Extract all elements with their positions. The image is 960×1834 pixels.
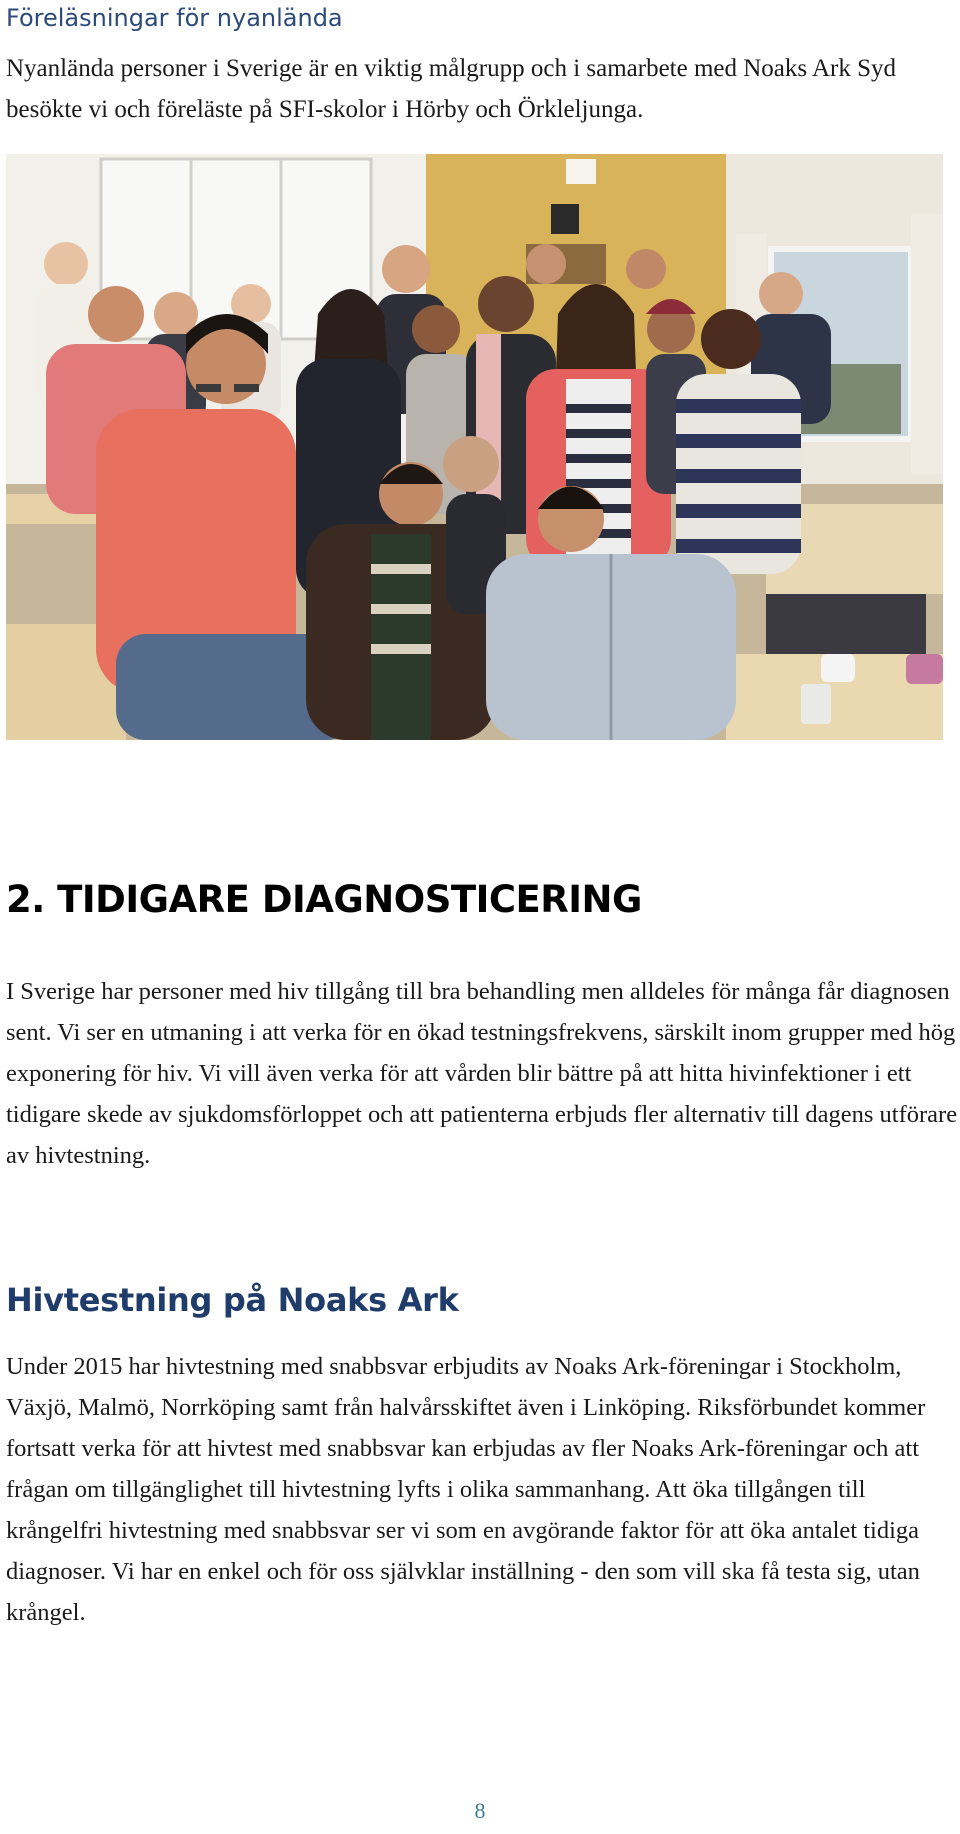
group-photo xyxy=(6,154,943,740)
subsection-title: Hivtestning på Noaks Ark xyxy=(6,1281,459,1319)
section-title: 2. TIDIGARE DIAGNOSTICERING xyxy=(6,878,642,921)
subsection-paragraph: Under 2015 har hivtestning med snabbsvar erbjudits av Noaks Ark-föreningar i Stockholm, Växjö, Malmö, Norrköping samt från halvårsskiftet även i Linköping. Riksförbundet kommer fortsatt verka för att hivtest med snabbsvar kan erbjudas av fler Noaks Ark-föreningar och att frågan om tillgänglighet till hivtestning lyfts i olika sammanhang. Att öka tillgången till krångelfri hivtestning med snabbsvar ser vi som en avgörande faktor för att öka antalet tidiga diagnoser. Vi har en enkel och för oss självklar inställning - den som vill ska få testa sig, utan krångel. xyxy=(6,1353,926,1626)
intro-paragraph: Nyanlända personer i Sverige är en viktig målgrupp och i samarbete med Noaks Ark Syd besökte vi och föreläste på SFI-skolor i Hörby och Örkleljunga. xyxy=(6,55,897,123)
intro-heading: Föreläsningar för nyanlända xyxy=(6,4,343,32)
page-number: 8 xyxy=(474,1798,486,1823)
group-photo-illustration xyxy=(6,154,943,740)
section-paragraph: I Sverige har personer med hiv tillgång till bra behandling men alldeles för många får diagnosen sent. Vi ser en utmaning i att verka för en ökad testningsfrekvens, särskilt inom grupper med hög exponering för hiv. Vi vill även verka för att vården blir bättre på att hitta hivinfektioner i ett tidigare skede av sjukdomsförloppet och att patienterna erbjuds fler alternativ till dagens utförare av hivtestning. xyxy=(6,978,958,1169)
